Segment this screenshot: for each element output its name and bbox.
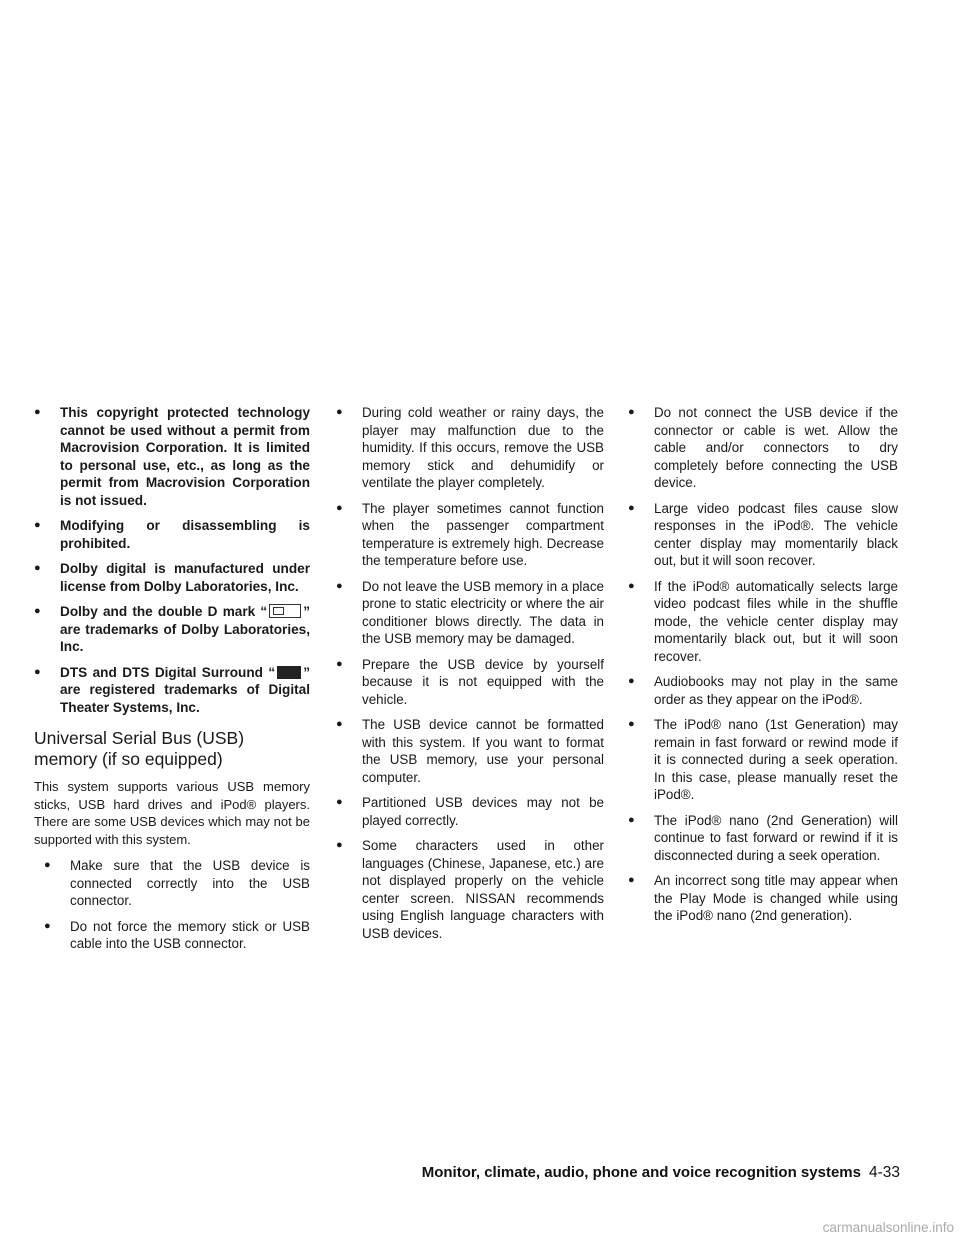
column-2: [336, 404, 604, 950]
list-item: ● Make sure that the USB device is connected correctly into the USB connector.: [44, 858, 310, 908]
bullet-icon: ●: [336, 501, 343, 514]
page-number: 4-33: [868, 1164, 900, 1181]
list-item: ● The USB device cannot be formatted with this system. If you want to format the USB memory, use your personal computer.: [336, 717, 604, 785]
usb-precautions-list: [336, 404, 604, 942]
column-1: [34, 404, 310, 961]
bullet-icon: ●: [336, 718, 343, 730]
list-item: ● Do not force the memory stick or USB cable into the USB connector.: [44, 918, 310, 951]
list-item: ● If the iPod® automatically selects large video podcast files while in the shuffle mode, the vehicle center display may momentarily black out, but it will soon recover.: [628, 578, 898, 664]
usb-list: [34, 857, 310, 953]
list-item: ● During cold weather or rainy days, the player may malfunction due to the humidity. If this occurs, remove the USB memory stick and dehumidify or ventilate the player completely.: [336, 405, 604, 490]
list-item: ● This copyright protected technology cannot be used without a permit from Macrovision Corporation. It is limited to personal use, etc., as long as the permit from Macrovision Corporation is not issued.: [34, 405, 310, 508]
notice-list: [34, 404, 310, 716]
bullet-icon: ●: [628, 501, 635, 514]
bullet-icon: ●: [44, 859, 51, 871]
bullet-icon: ●: [336, 796, 343, 808]
bullet-icon: ●: [628, 718, 635, 730]
list-item: ● The iPod® nano (2nd Generation) will continue to fast forward or rewind if it is disconnected during a seek operation.: [628, 812, 898, 863]
bullet-icon: ●: [34, 562, 41, 574]
intro-paragraph: This system supports various USB memory sticks, USB hard drives and iPod® players. There are some USB devices which may not be supported with this system.: [34, 779, 310, 847]
list-item: ● Partitioned USB devices may not be played correctly.: [336, 795, 604, 828]
list-item: ● Modifying or disassembling is prohibited.: [34, 518, 310, 551]
bullet-icon: ●: [628, 579, 635, 592]
bullet-icon: ●: [628, 813, 635, 826]
list-item: ● The iPod® nano (1st Generation) may remain in fast forward or rewind mode if it is connected during a seek operation. In this case, please manually reset the iPod®.: [628, 717, 898, 802]
list-item: ● Dolby and the double D mark “ ” are trademarks of Dolby Laboratories, Inc.: [34, 604, 310, 654]
bullet-icon: ●: [34, 519, 41, 531]
list-item: ● Large video podcast files cause slow responses in the iPod®. The vehicle center display may momentarily black out, but it will soon recover.: [628, 500, 898, 568]
column-3: [628, 404, 898, 933]
bullet-icon: ●: [336, 406, 343, 418]
list-item: ● Do not leave the USB memory in a place prone to static electricity or where the air conditioner blows directly. The data in the USB memory may be damaged.: [336, 578, 604, 646]
bullet-icon: ●: [34, 665, 41, 678]
bullet-icon: ●: [336, 839, 343, 851]
list-item: ● The player sometimes cannot function when the passenger compartment temperature is extremely high. Decrease the temperature before use.: [336, 500, 604, 568]
bullet-icon: ●: [628, 406, 635, 418]
section-heading: Universal Serial Bus (USB) memory (if so equipped): [34, 728, 245, 769]
bullet-icon: ●: [628, 874, 635, 886]
bullet-icon: ●: [336, 657, 343, 670]
bullet-icon: ●: [628, 675, 635, 687]
dts-logo-icon: [277, 666, 301, 679]
bullet-icon: ●: [336, 579, 343, 592]
list-item: ● Prepare the USB device by yourself because it is not equipped with the vehicle.: [336, 656, 604, 707]
dolby-digital-logo-icon: [269, 604, 301, 618]
ipod-precautions-list: [628, 404, 898, 925]
list-item: ● Do not connect the USB device if the connector or cable is wet. Allow the cable and/or connectors to dry completely before connecting the USB device.: [628, 405, 898, 490]
bullet-icon: ●: [34, 605, 41, 617]
list-item: ● Dolby digital is manufactured under license from Dolby Laboratories, Inc.: [34, 561, 310, 594]
watermark: carmanualsonline.info: [822, 1220, 954, 1235]
page-footer: [400, 1164, 900, 1182]
list-item: ● An incorrect song title may appear when the Play Mode is changed while using the iPod® nano (2nd generation).: [628, 873, 898, 923]
list-item: ● Audiobooks may not play in the same order as they appear on the iPod®.: [628, 674, 898, 707]
bullet-icon: ●: [34, 406, 41, 418]
bullet-icon: ●: [44, 919, 51, 932]
list-item: ● Some characters used in other languages (Chinese, Japanese, etc.) are not displayed properly on the vehicle center screen. NISSAN recommends using English language characters with USB devices.: [336, 838, 604, 941]
list-item: ● DTS and DTS Digital Surround “ ” are registered trademarks of Digital Theater Systems, Inc.: [34, 664, 310, 715]
section-title: Monitor, climate, audio, phone and voice recognition systems: [421, 1164, 861, 1181]
